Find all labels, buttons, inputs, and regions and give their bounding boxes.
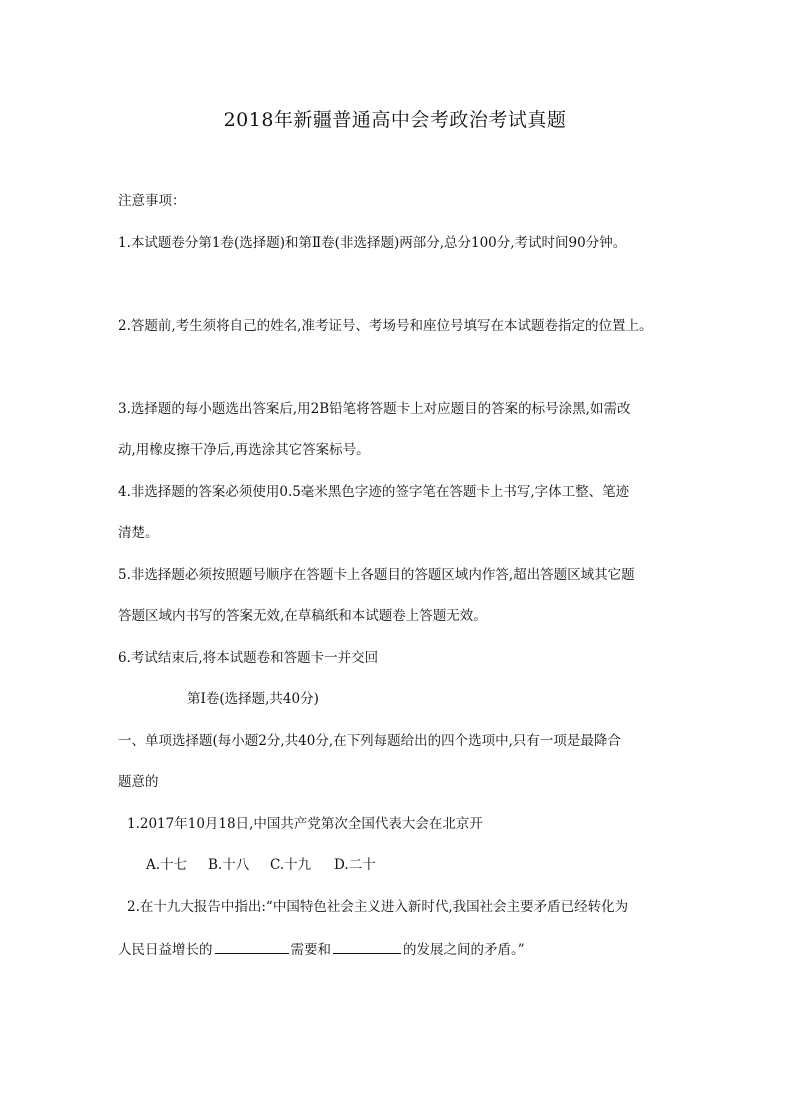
note-line-4-cont: 清楚。 [118, 525, 159, 541]
question-2-text-c: 的发展之间的矛盾。” [403, 942, 525, 958]
note-line-3: 3.选择题的每小题选出答案后,用2B铅笔将答题卡上对应题目的答案的标号涂黑,如需改 [118, 401, 631, 417]
answer-blank-1 [215, 938, 289, 954]
document-title: 2018年新疆普通高中会考政治考试真题 [223, 109, 567, 131]
note-line-2: 2.答题前,考生须将自己的姓名,准考证号、考场号和座位号填写在本试题卷指定的位置上。 [118, 318, 653, 334]
note-line-3-cont: 动,用橡皮擦干净后,再选涂其它答案标号。 [118, 442, 370, 458]
option-b: B.十八 [208, 857, 250, 873]
question-2-stem: 2.在十九大报告中指出:“中国特色社会主义进入新时代,我国社会主要矛盾已经转化为 [127, 899, 629, 915]
note-line-4: 4.非选择题的答案必须使用0.5毫米黑色字迹的签字笔在答题卡上书写,字体工整、笔迹 [118, 484, 630, 500]
option-c: C.十九 [270, 857, 312, 873]
section-instruction-2: 题意的 [118, 774, 159, 790]
option-d: D.二十 [334, 857, 376, 873]
note-line-6: 6.考试结束后,将本试题卷和答题卡一并交回 [118, 650, 379, 666]
section-title: 第Ⅰ卷(选择题,共40分) [187, 691, 319, 707]
question-1-options [146, 855, 376, 875]
question-1-stem: 1.2017年10月18日,中国共产党第次全国代表大会在北京开 [127, 816, 483, 832]
question-2-text-a: 人民日益增长的 [118, 942, 213, 958]
question-2-text-b: 需要和 [290, 942, 331, 958]
section-instruction-1: 一、单项选择题(每小题2分,共40分,在下列每题给出的四个选项中,只有一项是最降合 [118, 733, 621, 749]
answer-blank-2 [333, 938, 401, 954]
option-a: A.十七 [146, 857, 188, 873]
question-2-stem-cont [118, 938, 525, 960]
note-line-5: 5.非选择题必须按照题号顺序在答题卡上各题目的答题区域内作答,超出答题区域其它题 [118, 567, 635, 583]
note-line-1: 1.本试题卷分第1卷(选择题)和第Ⅱ卷(非选择题)两部分,总分100分,考试时间90分钟。 [118, 235, 627, 251]
note-line-5-cont: 答题区域内书写的答案无效,在草稿纸和本试题卷上答题无效。 [118, 608, 487, 624]
notice-heading: 注意事项： [118, 193, 186, 209]
